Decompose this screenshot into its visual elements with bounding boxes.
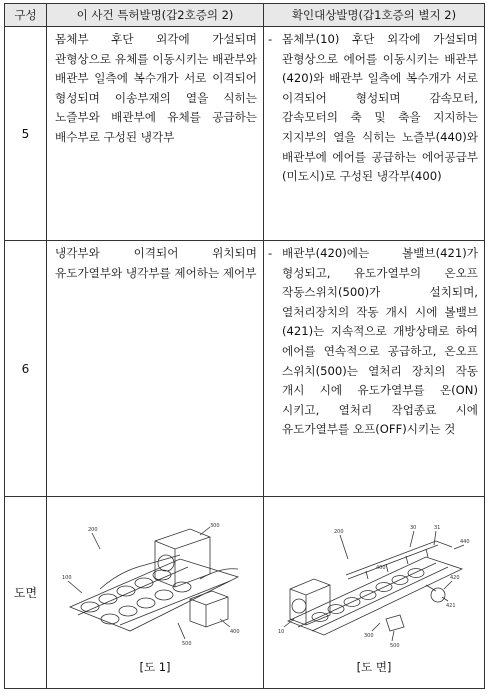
drawing-label: 도면 (5, 497, 47, 689)
table-header-row (5, 4, 485, 27)
patent-description: 냉각부와 이격되어 위치되며 유도가열부와 냉각부를 제어하는 제어부 (47, 241, 264, 497)
row-number: 6 (5, 241, 47, 497)
fig-label: 200 (334, 529, 344, 535)
dash-marker: - (268, 32, 273, 46)
target-description: 배관부(420)에는 볼밸브(421)가 형성되고, 유도가열부의 온오프 작동스위치(500)가 설치되며, 열처리장치의 작동 개시 시에 볼밸브(421)는 지속적으로 개방상태로 하여 에어를 연속적으로 공급하고, 온오프 스위치(500)는 열처리 장치의 작동 개시 시에 유도가열부를 온(ON)시키고, 열처리 작업종료 시에 유도가열부를 오프(OFF)시키는 것 (282, 246, 478, 437)
fig-label: 31 (434, 525, 441, 531)
patent-description: 몸체부 후단 외각에 가설되며 관형상으로 유체를 이동시키는 배관부와 배관부 일측에 복수개가 서로 이격되어 형성되며 이송부재의 열을 식히는 노즐부와 배관부에 유체를 공급하는 배수부로 구성된 냉각부 (47, 27, 264, 241)
table-row (5, 497, 485, 689)
target-drawing-cell (264, 497, 485, 689)
target-figure (276, 519, 472, 651)
header-target-invention: 확인대상발명(갑1호증의 별지 2) (264, 4, 485, 27)
fig-label: 420 (450, 575, 460, 581)
header-composition: 구성 (5, 4, 47, 27)
header-patent-invention: 이 사건 특허발명(갑2호증의 2) (47, 4, 264, 27)
dash-marker: - (268, 246, 273, 260)
fig-label: 421 (446, 603, 456, 609)
patent-drawing-cell (47, 497, 264, 689)
figure-caption-left: [도 1] (139, 660, 171, 674)
patent-figure-1 (60, 519, 250, 651)
comparison-table (4, 3, 485, 689)
fig-label: 300 (364, 633, 374, 639)
fig-label: 500 (182, 641, 192, 647)
row-number: 5 (5, 27, 47, 241)
table-row (5, 27, 485, 241)
fig-label: 300 (210, 523, 220, 529)
fig-label: 500 (390, 643, 400, 649)
fig-label: 100 (62, 575, 72, 581)
target-description-cell (264, 241, 485, 497)
fig-label: 30 (410, 525, 417, 531)
fig-label: 200 (88, 527, 98, 533)
fig-label: 400 (376, 565, 386, 571)
figure-caption-right: [도 면] (356, 660, 392, 674)
fig-label: 440 (460, 539, 470, 545)
target-description: 몸체부(10) 후단 외각에 가설되며 관형상으로 에어를 이동시키는 배관부(420)와 배관부 일측에 복수개가 서로 이격되어 형성되며 감속모터, 감속모터의 축 및 축을 지지하는 지지부의 열을 식히는 노즐부(440)와 배관부에 에어를 공급하는 에어공급부(미도시)로 구성된 냉각부(400) (282, 32, 478, 184)
fig-label: 400 (230, 629, 240, 635)
fig-label: 10 (278, 629, 285, 635)
table-row (5, 241, 485, 497)
target-description-cell (264, 27, 485, 241)
